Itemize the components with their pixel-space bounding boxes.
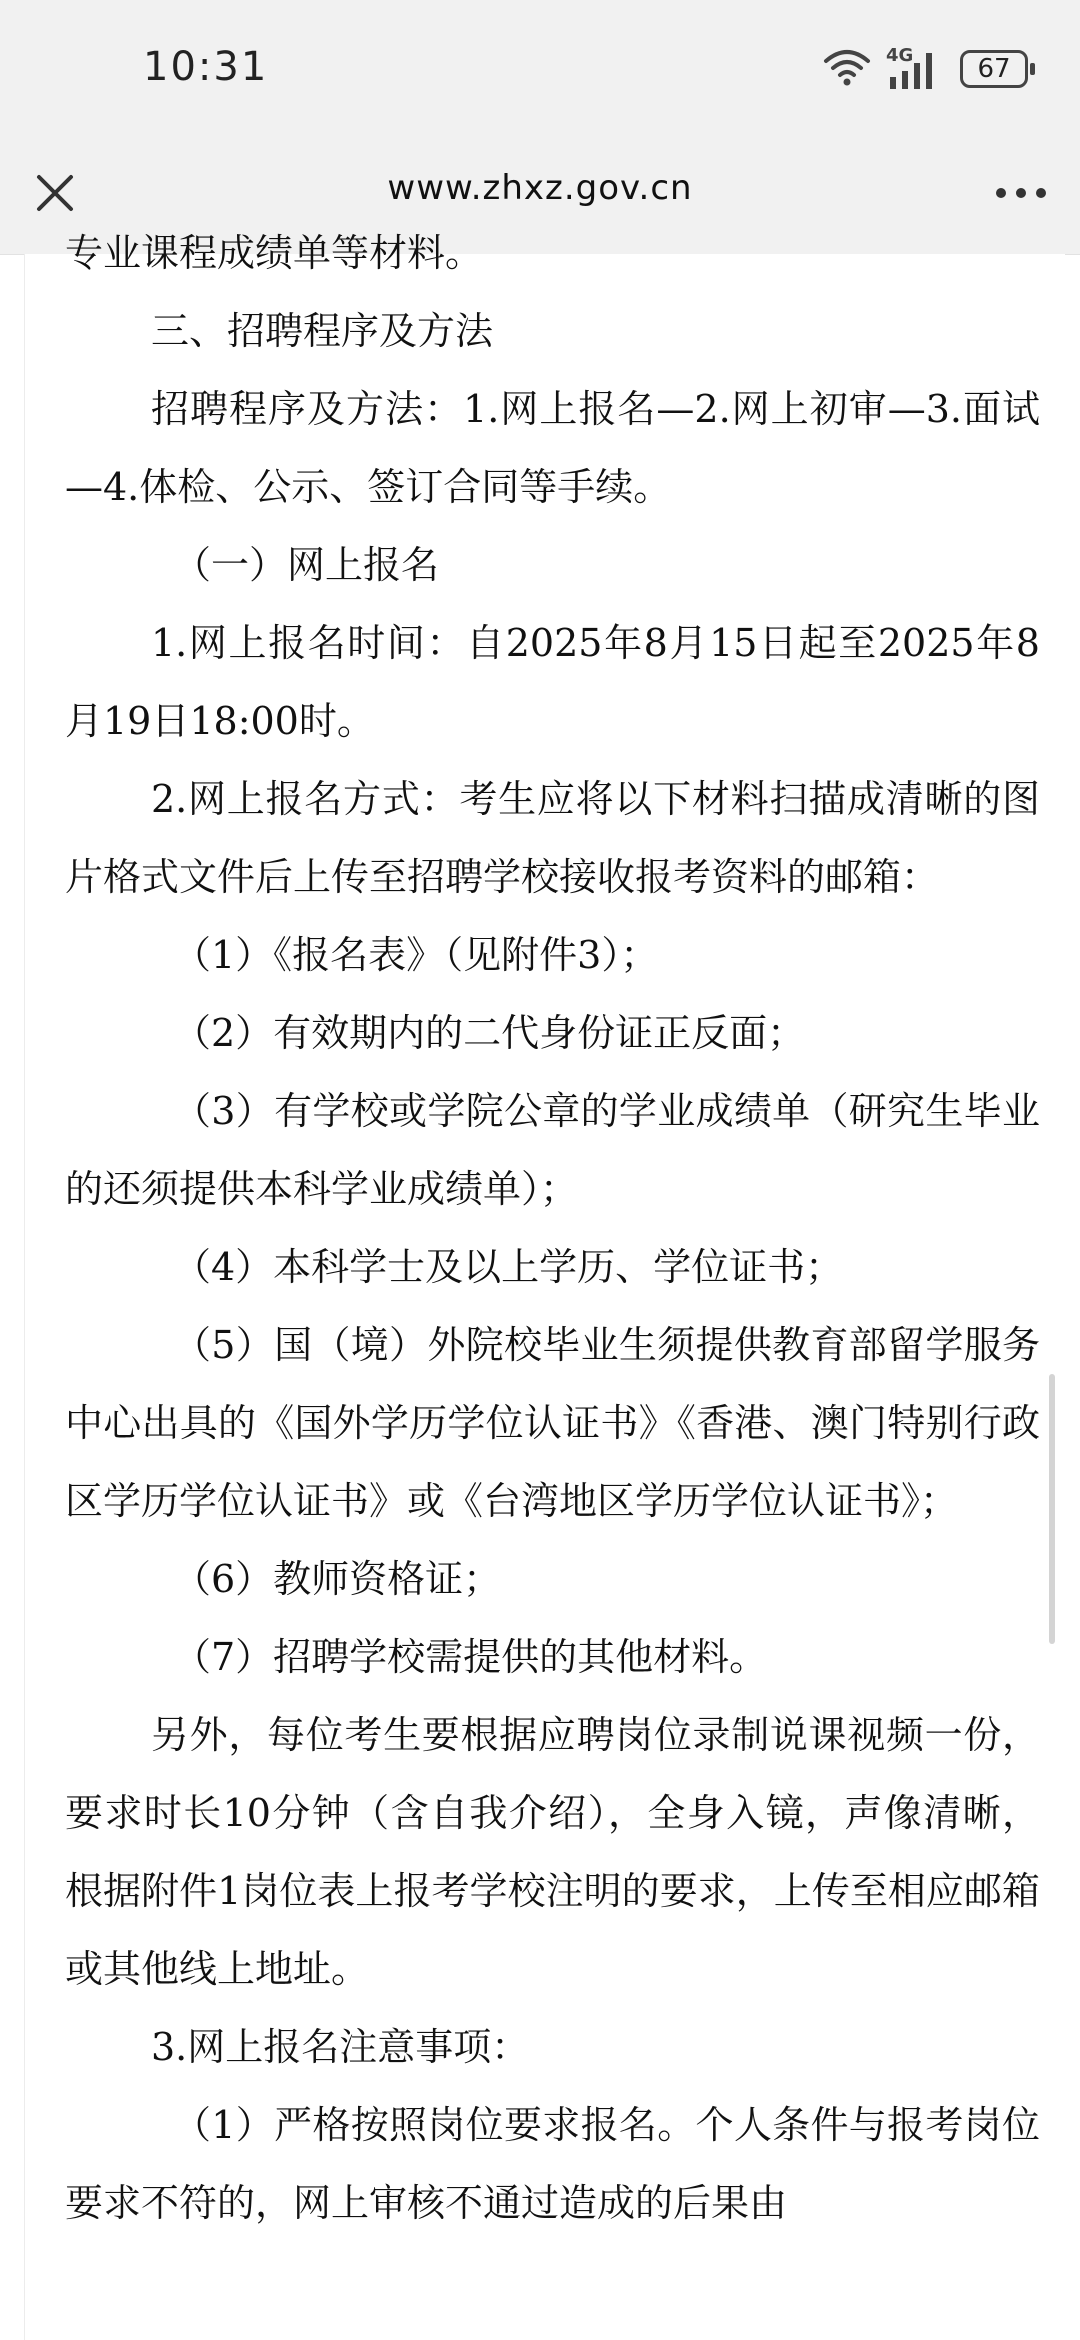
article-viewport[interactable] [24, 231, 1065, 2340]
paragraph-registration-time: 1.网上报名时间：自2025年8月15日起至2025年8月19日18:00时。 [65, 621, 1040, 743]
subsection-heading: （一）网上报名 [173, 543, 440, 587]
paragraph-video: 另外，每位考生要根据应聘岗位录制说课视频一份，要求时长10分钟（含自我介绍），全身入镜，声像清晰，根据附件1岗位表上报考学校注明的要求，上传至相应邮箱或其他线上地址。 [65, 1713, 1040, 1991]
list-item: （3）有学校或学院公章的学业成绩单（研究生毕业的还须提供本科学业成绩单）； [65, 1089, 1040, 1211]
page-url: www.zhxz.gov.cn [387, 168, 693, 208]
list-item: （1）《报名表》（见附件3）； [173, 933, 659, 977]
cellular-signal-icon [886, 47, 946, 91]
list-item: （7）招聘学校需提供的其他材料。 [173, 1635, 768, 1679]
paragraph-registration-method: 2.网上报名方式：考生应将以下材料扫描成清晰的图片格式文件后上传至招聘学校接收报考资料的邮箱： [65, 777, 1040, 899]
notes-heading: 3.网上报名注意事项： [151, 2025, 530, 2069]
paragraph-procedure: 招聘程序及方法：1.网上报名—2.网上初审—3.面试—4.体检、公示、签订合同等手续。 [65, 387, 1040, 509]
list-item: （2）有效期内的二代身份证正反面； [173, 1011, 806, 1055]
scrollbar-thumb[interactable] [1049, 1374, 1055, 1644]
article-body [65, 214, 1040, 2242]
list-item: （5）国（境）外院校毕业生须提供教育部留学服务中心出具的《国外学历学位认证书》《香港、澳门特别行政区学历学位认证书》或《台湾地区学历学位认证书》； [65, 1323, 1040, 1523]
paragraph-note-1: （1）严格按照岗位要求报名。个人条件与报考岗位要求不符的，网上审核不通过造成的后果由 [65, 2103, 1040, 2225]
battery-icon [960, 50, 1028, 88]
status-icons [822, 44, 1028, 94]
section-heading: 三、招聘程序及方法 [151, 309, 494, 353]
battery-level: 67 [977, 54, 1011, 84]
list-item: （4）本科学士及以上学历、学位证书； [173, 1245, 844, 1289]
status-bar [0, 0, 1080, 132]
status-time: 10:31 [143, 44, 269, 90]
wifi-icon [822, 47, 872, 91]
list-item: （6）教师资格证； [173, 1557, 502, 1601]
paragraph-cut-off: 专业课程成绩单等材料。 [65, 231, 484, 275]
more-icon [994, 186, 1048, 200]
network-type-label: 4G [886, 45, 914, 66]
